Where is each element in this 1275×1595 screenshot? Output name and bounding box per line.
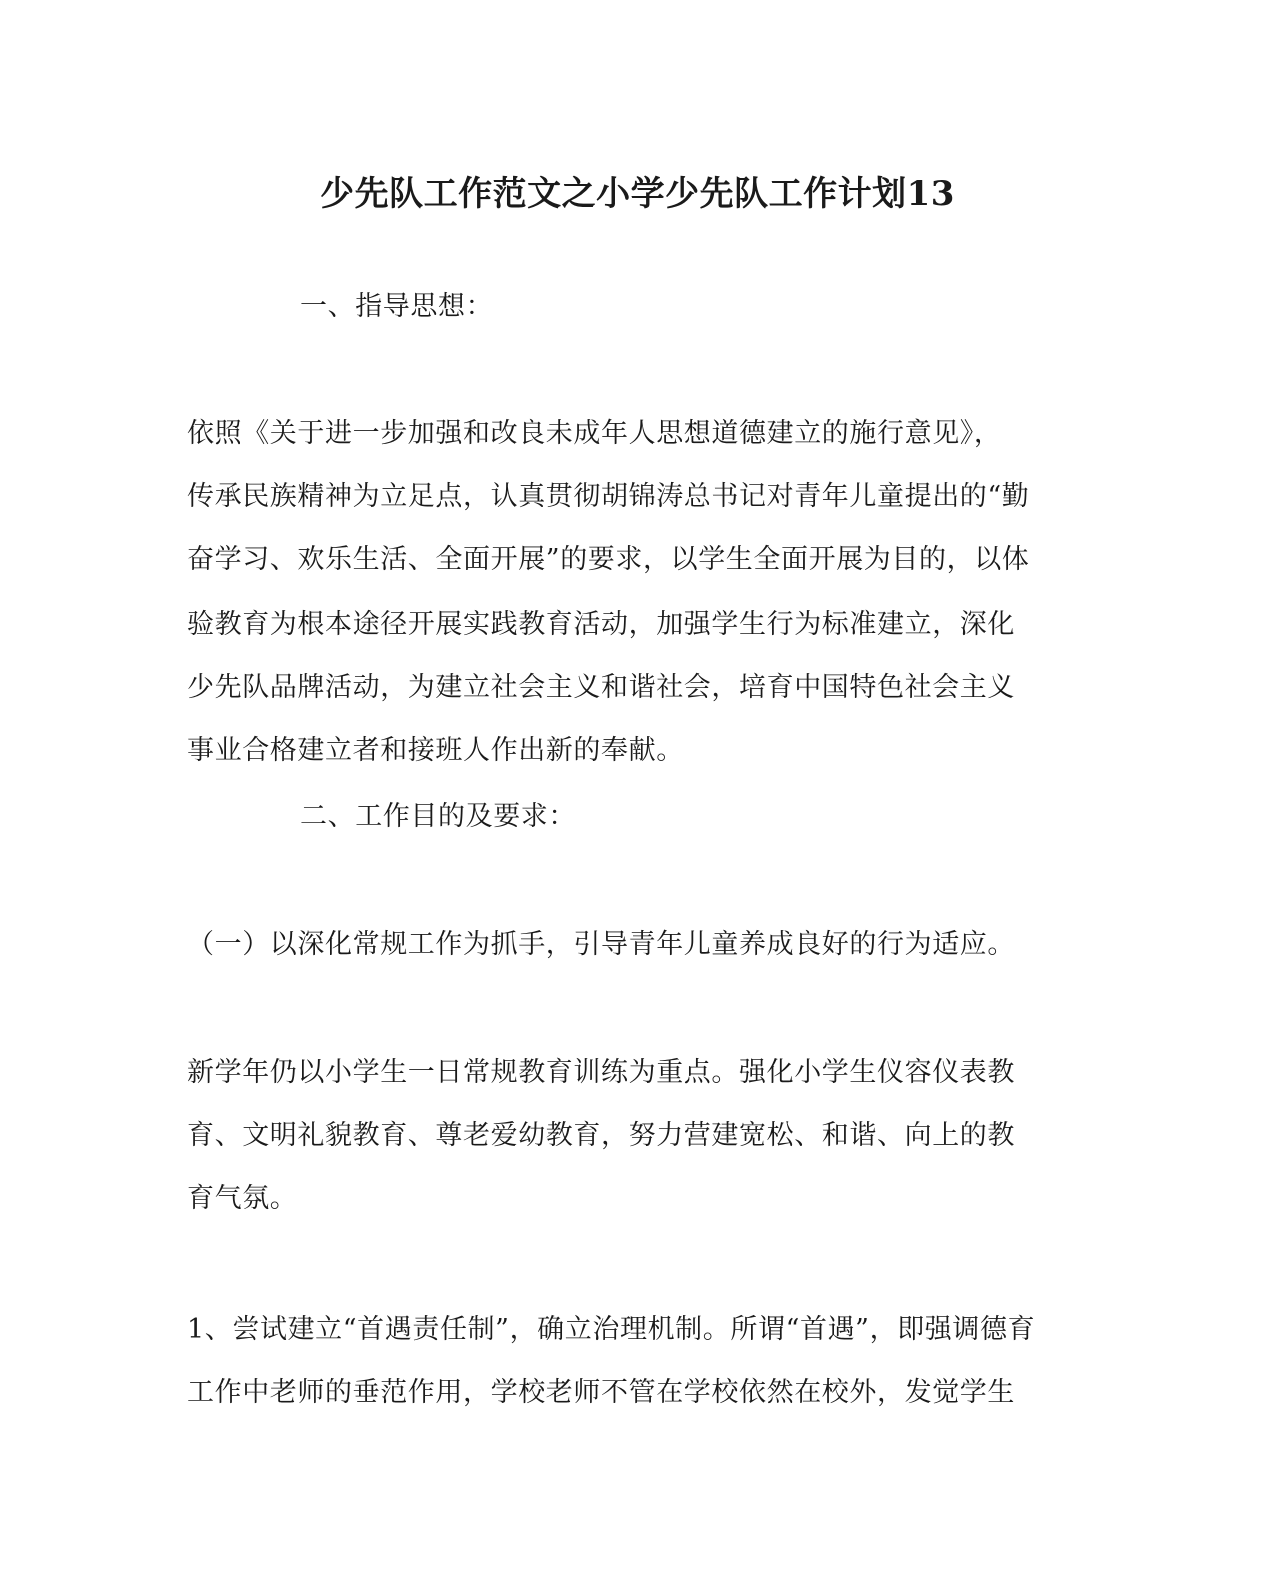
paragraph-line: 少先队品牌活动，为建立社会主义和谐社会，培育中国特色社会主义	[187, 672, 1015, 703]
section-heading-guiding-ideology: 一、指导思想：	[300, 291, 494, 322]
section-heading-goals: 二、工作目的及要求：	[300, 801, 576, 832]
paragraph-line: 传承民族精神为立足点，认真贯彻胡锦涛总书记对青年儿童提出的“勤	[187, 481, 1030, 512]
paragraph-line: 依照《关于进一步加强和改良未成年人思想道德建立的施行意见》，	[187, 418, 1002, 449]
paragraph-line: 事业合格建立者和接班人作出新的奉献。	[187, 735, 684, 766]
document-title: 少先队工作范文之小学少先队工作计划13	[320, 174, 955, 214]
paragraph-line: 奋学习、欢乐生活、全面开展”的要求，以学生全面开展为目的，以体	[187, 544, 1030, 575]
paragraph-line: 工作中老师的垂范作用，学校老师不管在学校依然在校外，发觉学生	[187, 1377, 1015, 1408]
subsection-heading: （一）以深化常规工作为抓手，引导青年儿童养成良好的行为适应。	[187, 929, 1015, 960]
paragraph-line: 新学年仍以小学生一日常规教育训练为重点。强化小学生仪容仪表教	[187, 1057, 1015, 1088]
paragraph-line: 育、文明礼貌教育、尊老爱幼教育，努力营建宽松、和谐、向上的教	[187, 1120, 1015, 1151]
paragraph-line: 1、尝试建立“首遇责任制”，确立治理机制。所谓“首遇”，即强调德育	[187, 1314, 1036, 1345]
paragraph-line: 育气氛。	[187, 1183, 298, 1214]
paragraph-line: 验教育为根本途径开展实践教育活动，加强学生行为标准建立，深化	[187, 609, 1015, 640]
